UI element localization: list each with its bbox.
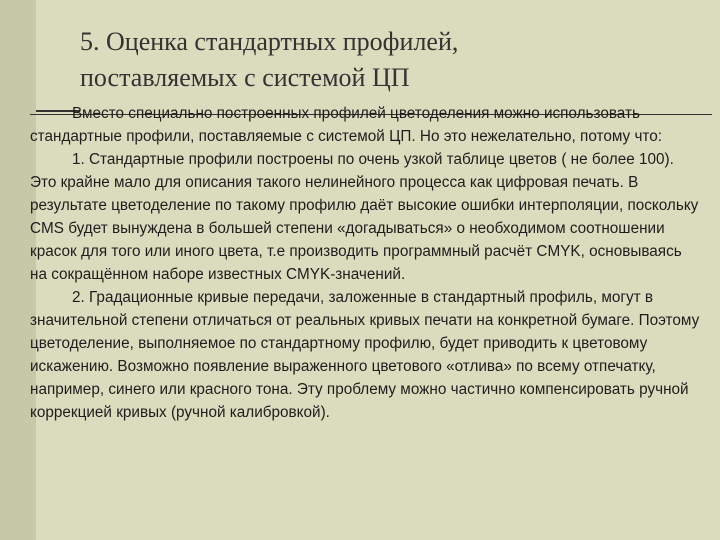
slide-title [80, 24, 680, 96]
slide-body [30, 102, 702, 424]
body-paragraph-intro: Вместо специально построенных профилей цветоделения можно использовать стандартные профили, поставляемые с системой ЦП. Но это нежелательно, потому что: [30, 105, 663, 145]
body-paragraph-point-2: 2. Градационные кривые передачи, заложенные в стандартный профиль, могут в значительной степени отличаться от реальных кривых печати на конкретной бумаге. Поэтому цветоделение, выполняемое по стандартному профилю, будет приводить к цветовому искажению. Возможно появление выраженного цветового «отлива» по всему отпечатку, например, синего или красного тона. Эту проблему можно частично компенсировать ручной коррекцией кривых (ручной калибровкой). [30, 289, 700, 421]
slide-title-line-1: 5. Оценка стандартных профилей, [80, 27, 459, 56]
slide-title-line-2: поставляемых с системой ЦП [80, 63, 410, 92]
body-paragraph-point-1: 1. Стандартные профили построены по очень узкой таблице цветов ( не более 100). Это крайне мало для описания такого нелинейного процесса как цифровая печать. В результате цветоделение по такому профилю даёт высокие ошибки интерполяции, поскольку CMS будет вынуждена в большей степени «догадываться» о необходимом соотношении красок для того или иного цвета, т.е производить программный расчёт CMYK, основываясь на сокращённом наборе известных CMYK-значений. [30, 151, 699, 283]
